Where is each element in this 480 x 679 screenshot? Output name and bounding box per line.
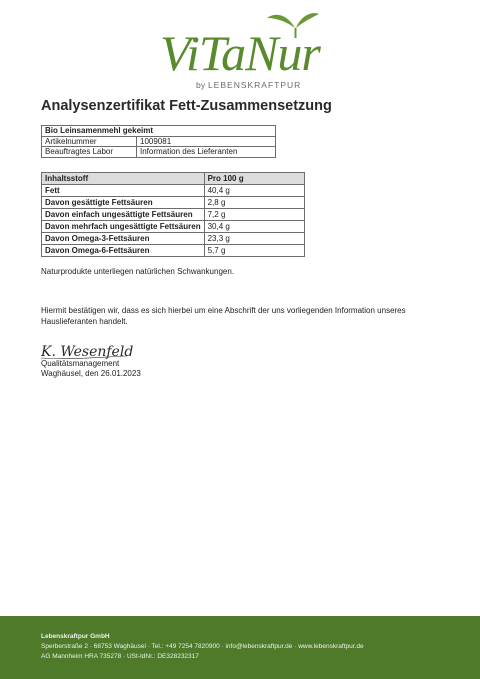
product-value: 1009081 (137, 136, 276, 147)
product-name: Bio Leinsamenmehl gekeimt (42, 126, 276, 137)
table-row (42, 233, 305, 245)
footer-company: Lebenskraftpur GmbH (41, 633, 110, 640)
logo-by: by (196, 80, 208, 90)
brand-logo (0, 8, 480, 80)
column-header-amount: Pro 100 g (204, 173, 304, 185)
place-date: Waghäusel, den 26.01.2023 (41, 369, 141, 378)
nutrient-value: 40,4 g (204, 185, 304, 197)
product-label: Artikelnummer (42, 136, 137, 147)
table-row (42, 147, 276, 158)
product-table (41, 125, 276, 158)
nutrient-label: Davon einfach ungesättigte Fettsäuren (42, 209, 205, 221)
nutrient-value: 5,7 g (204, 245, 304, 257)
table-row (42, 197, 305, 209)
footer-address: Sperberstraße 2 · 68753 Waghäusel · Tel.: +49 7254 7820900 · info@lebenskraftpur.de · www.lebenskraftpur.de (41, 643, 364, 650)
variation-note: Naturprodukte unterliegen natürlichen Schwankungen. (41, 267, 235, 276)
nutrient-label: Davon mehrfach ungesättigte Fettsäuren (42, 221, 205, 233)
table-row (42, 221, 305, 233)
logo-wordmark: ViTaNur (160, 25, 320, 80)
table-row (42, 185, 305, 197)
nutrition-table (41, 172, 305, 257)
nutrient-value: 23,3 g (204, 233, 304, 245)
table-row (42, 209, 305, 221)
table-row (42, 245, 305, 257)
product-value: Information des Lieferanten (137, 147, 276, 158)
nutrient-label: Fett (42, 185, 205, 197)
document-title: Analysenzertifikat Fett-Zusammensetzung (41, 98, 332, 114)
footer (0, 616, 480, 679)
nutrient-label: Davon Omega-6-Fettsäuren (42, 245, 205, 257)
table-header-row (42, 173, 305, 185)
vitanur-logo-icon (155, 8, 325, 80)
logo-brand: LEBENSKRAFTPUR (207, 80, 302, 90)
nutrient-value: 30,4 g (204, 221, 304, 233)
signatory-block (41, 359, 141, 379)
logo-tagline (196, 80, 301, 90)
column-header-ingredient: Inhaltsstoff (42, 173, 205, 185)
nutrient-value: 2,8 g (204, 197, 304, 209)
nutrient-label: Davon gesättigte Fettsäuren (42, 197, 205, 209)
table-row (42, 126, 276, 137)
nutrient-label: Davon Omega-3-Fettsäuren (42, 233, 205, 245)
footer-register: AG Mannheim HRA 735278 · USt-IdNr.: DE328232317 (41, 653, 199, 660)
product-label: Beauftragtes Labor (42, 147, 137, 158)
signatory-role: Qualitätsmanagement (41, 359, 120, 368)
signature-handwriting: K. Wesenfeld (41, 344, 134, 360)
table-row (42, 136, 276, 147)
confirmation-text: Hiermit bestätigen wir, dass es sich hierbei um eine Abschrift der uns vorliegenden Information unseres Hauslieferanten handelt. (41, 306, 406, 326)
nutrient-value: 7,2 g (204, 209, 304, 221)
handwritten-signature-icon (41, 341, 141, 361)
